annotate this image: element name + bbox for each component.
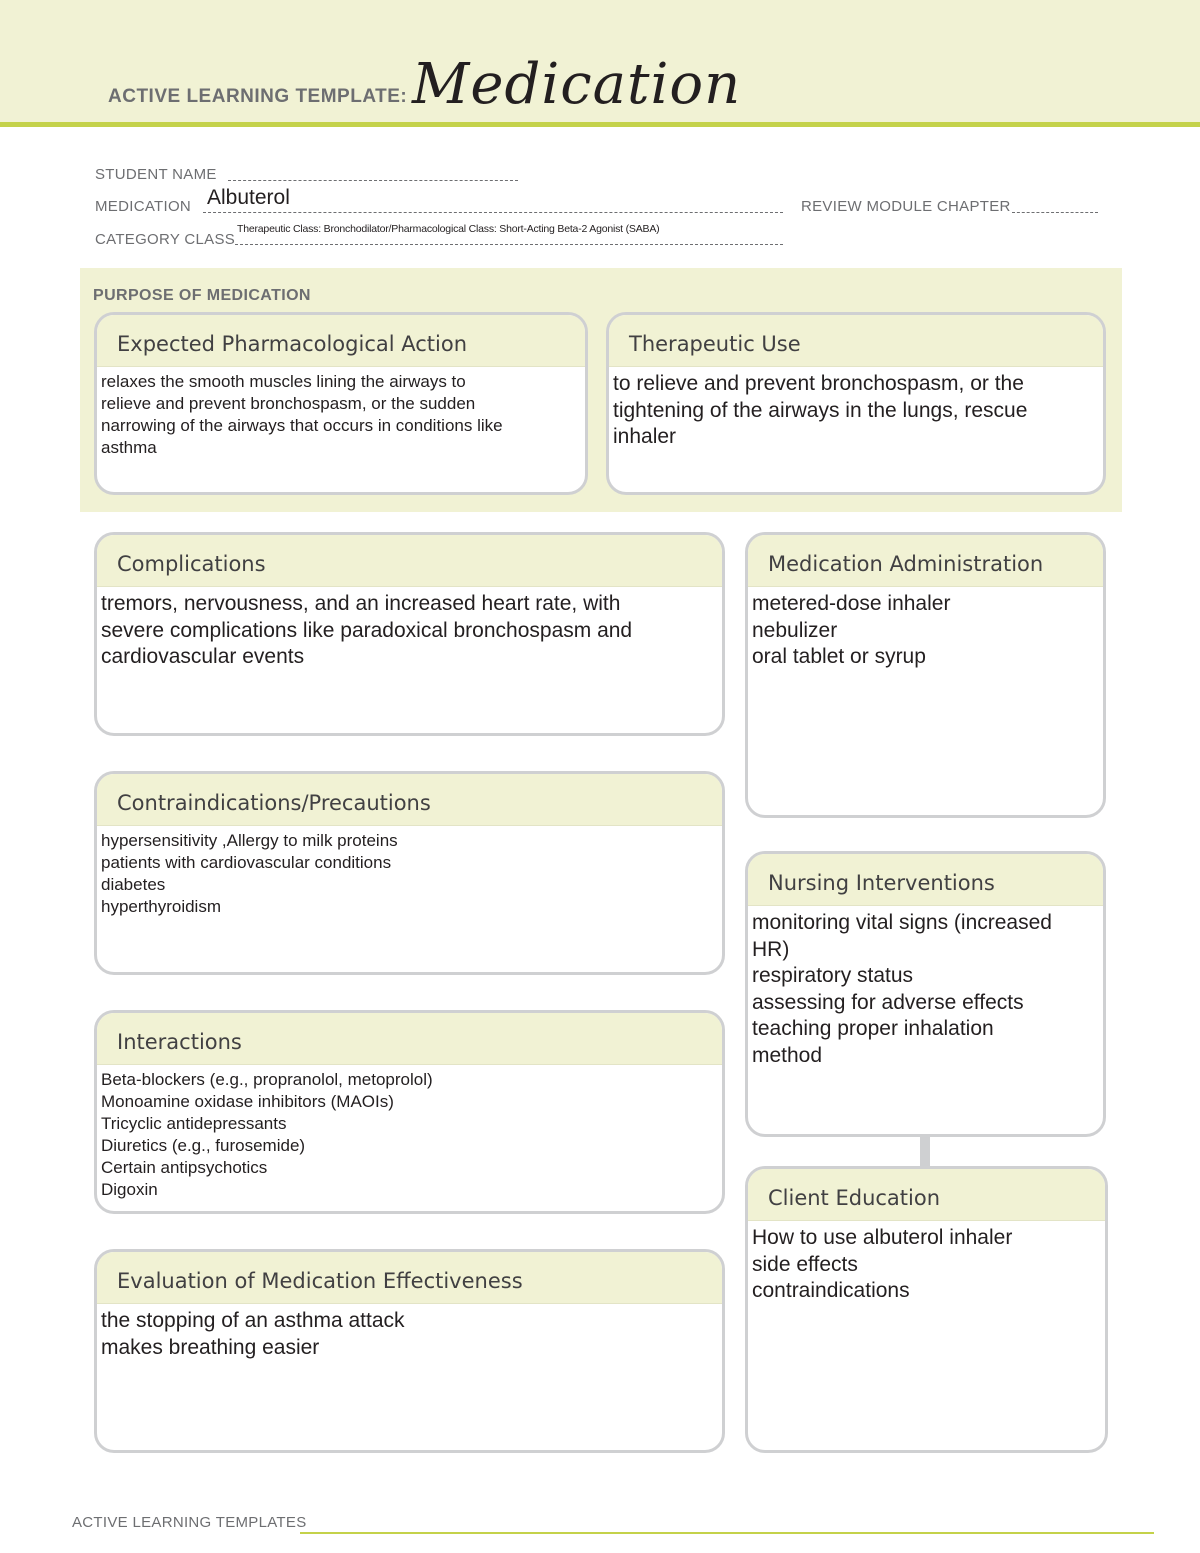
text-line: HR) — [752, 937, 790, 961]
therapeutic-use-box — [606, 312, 1106, 495]
nursing-interventions-box — [745, 851, 1106, 1137]
footer-rule — [300, 1532, 1154, 1534]
client-education-box — [745, 1166, 1108, 1453]
text-line: narrowing of the airways that occurs in conditions like — [101, 416, 503, 435]
text-line: Digoxin — [101, 1180, 158, 1199]
text-line: nebulizer — [752, 618, 838, 642]
evaluation-title: Evaluation of Medication Effectiveness — [117, 1268, 523, 1293]
category-class-field[interactable]: Therapeutic Class: Bronchodilator/Pharmacological Class: Short-Acting Beta-2 Agonist (SABA) — [237, 223, 660, 235]
header-rule — [0, 122, 1200, 127]
text-line: monitoring vital signs (increased — [752, 911, 1052, 934]
text-line: How to use albuterol inhaler — [752, 1226, 1013, 1249]
review-module-label: REVIEW MODULE CHAPTER — [801, 198, 1011, 215]
text-line: Diuretics (e.g., furosemide) — [101, 1136, 306, 1155]
text-line: to relieve and prevent bronchospasm, or the — [613, 372, 1024, 395]
text-line: relaxes the smooth muscles lining the airways to — [101, 372, 466, 391]
client-education-text[interactable] — [748, 1221, 1105, 1305]
client-education-title: Client Education — [768, 1185, 941, 1210]
text-line: asthma — [101, 438, 157, 457]
client-education-header — [748, 1169, 1105, 1221]
interactions-title: Interactions — [117, 1029, 242, 1054]
text-line: inhaler — [613, 425, 677, 448]
medication-administration-text[interactable] — [748, 587, 1103, 671]
nursing-interventions-title: Nursing Interventions — [768, 870, 995, 895]
medication-administration-box — [745, 532, 1106, 818]
text-line: tightening of the airways in the lungs, rescue — [613, 398, 1028, 422]
medication-label: MEDICATION — [95, 198, 192, 215]
expected-action-header — [97, 315, 585, 367]
complications-box — [94, 532, 725, 736]
text-line: metered-dose inhaler — [752, 592, 951, 615]
medication-administration-title: Medication Administration — [768, 551, 1044, 576]
text-line: respiratory status — [752, 964, 914, 987]
text-line: teaching proper inhalation — [752, 1017, 994, 1040]
text-line: Certain antipsychotics — [101, 1158, 268, 1177]
interactions-box — [94, 1010, 725, 1214]
text-line: severe complications like paradoxical bronchospasm and — [101, 618, 633, 642]
text-line: assessing for adverse effects — [752, 990, 1024, 1014]
text-line: method — [752, 1043, 823, 1067]
text-line: patients with cardiovascular conditions — [101, 853, 392, 872]
contraindications-title: Contraindications/Precautions — [117, 790, 431, 815]
category-class-label: CATEGORY CLASS — [95, 231, 236, 248]
text-line: oral tablet or syrup — [752, 645, 926, 668]
text-line: the stopping of an asthma attack — [101, 1309, 405, 1332]
complications-text[interactable] — [97, 587, 722, 671]
review-module-line — [1012, 212, 1098, 213]
medication-field[interactable]: Albuterol — [207, 186, 290, 209]
complications-header — [97, 535, 722, 587]
interactions-text[interactable] — [97, 1065, 722, 1201]
text-line: Beta-blockers (e.g., propranolol, metoprolol) — [101, 1070, 433, 1089]
text-line: contraindications — [752, 1279, 910, 1302]
text-line: diabetes — [101, 875, 166, 894]
page-title: Medication — [412, 52, 742, 117]
student-name-label: STUDENT NAME — [95, 166, 217, 183]
text-line: side effects — [752, 1252, 858, 1276]
box-connector — [920, 1136, 930, 1166]
text-line: makes breathing easier — [101, 1335, 320, 1359]
expected-action-box — [94, 312, 588, 495]
medication-administration-header — [748, 535, 1103, 587]
nursing-interventions-text[interactable] — [748, 906, 1103, 1069]
therapeutic-use-title: Therapeutic Use — [629, 331, 801, 356]
text-line: hypersensitivity ,Allergy to milk proteins — [101, 831, 398, 850]
purpose-label: PURPOSE OF MEDICATION — [93, 287, 311, 304]
text-line: Tricyclic antidepressants — [101, 1114, 287, 1133]
nursing-interventions-header — [748, 854, 1103, 906]
category-class-line — [235, 244, 783, 245]
text-line: hyperthyroidism — [101, 897, 221, 916]
text-line: relieve and prevent bronchospasm, or the sudden — [101, 394, 476, 413]
text-line: Monoamine oxidase inhibitors (MAOIs) — [101, 1092, 394, 1111]
evaluation-text[interactable] — [97, 1304, 722, 1361]
medication-line — [203, 212, 783, 213]
evaluation-box — [94, 1249, 725, 1453]
contraindications-header — [97, 774, 722, 826]
expected-action-text[interactable] — [97, 367, 585, 459]
evaluation-header — [97, 1252, 722, 1304]
text-line: cardiovascular events — [101, 645, 305, 668]
expected-action-title: Expected Pharmacological Action — [117, 331, 468, 356]
complications-title: Complications — [117, 551, 266, 576]
therapeutic-use-text[interactable] — [609, 367, 1103, 451]
text-line: tremors, nervousness, and an increased heart rate, with — [101, 592, 621, 615]
template-label: ACTIVE LEARNING TEMPLATE: — [108, 86, 408, 107]
footer-label: ACTIVE LEARNING TEMPLATES — [72, 1514, 307, 1531]
contraindications-text[interactable] — [97, 826, 722, 918]
contraindications-box — [94, 771, 725, 975]
therapeutic-use-header — [609, 315, 1103, 367]
interactions-header — [97, 1013, 722, 1065]
student-name-line — [228, 180, 518, 181]
